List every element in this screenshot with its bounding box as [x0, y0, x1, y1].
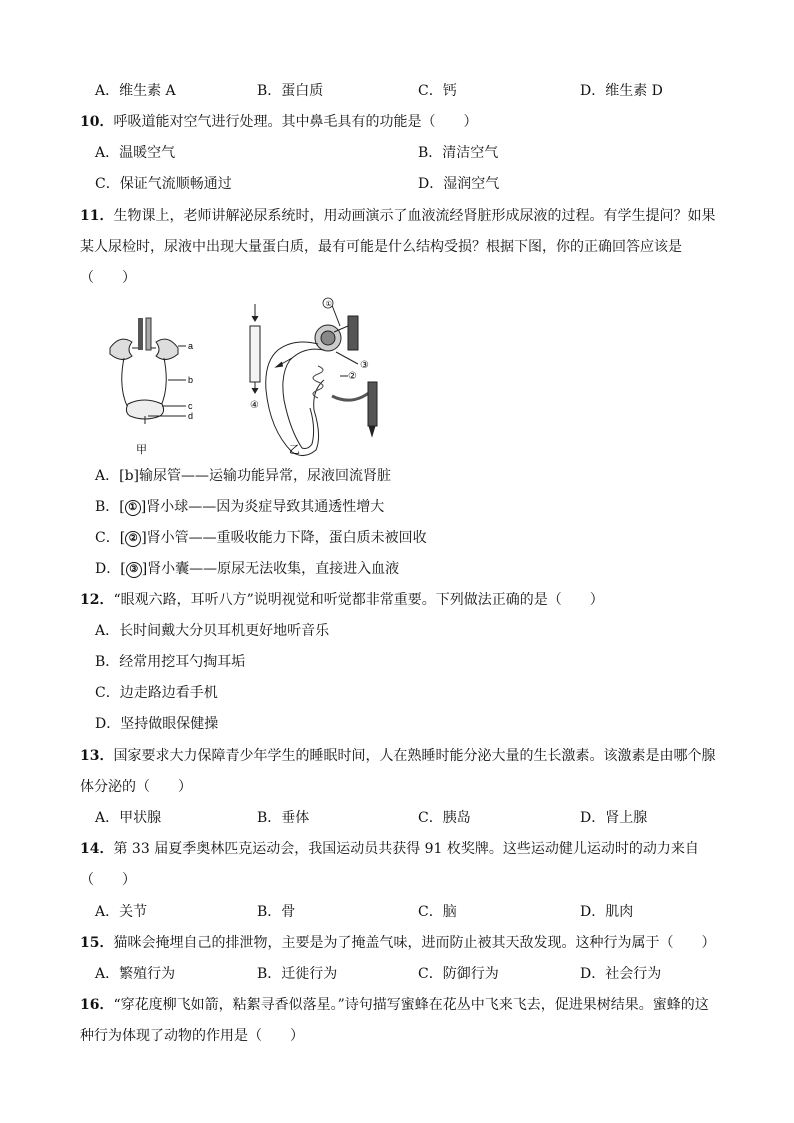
question-text: 呼吸道能对空气进行处理。其中鼻毛具有的功能是（ ）: [113, 114, 478, 130]
q12-option-a: A．长时间戴大分贝耳机更好地听音乐: [95, 623, 330, 639]
q10-option-a: A．温暖空气: [95, 145, 176, 161]
question-text: 第 33 届夏季奥林匹克运动会，我国运动员共获得 91 枚奖牌。这些运动健儿运动时的动力来自: [113, 841, 699, 857]
question-text: 生物课上，老师讲解泌尿系统时，用动画演示了血液流经肾脏形成尿液的过程。有学生提问？如果: [113, 208, 716, 224]
question-text: 猫咪会掩埋自己的排泄物，主要是为了掩盖气味，进而防止被其天敌发现。这种行为属于（ ）: [113, 935, 716, 951]
q11-stem-line3: （ ）: [80, 270, 136, 286]
q9-option-a: A．维生素 A: [95, 83, 176, 99]
q14-option-a: A．关节: [95, 904, 148, 920]
q12-option-b: B．经常用挖耳勺掏耳垢: [95, 654, 246, 670]
q15-option-c: C．防御行为: [418, 966, 499, 982]
q11-option-b: B．[ ① ]肾小球——因为炎症导致其通透性增大: [95, 499, 385, 515]
nephron-figure: [250, 300, 377, 456]
q14-option-d: D．肌肉: [580, 904, 634, 920]
label-d: d: [188, 411, 194, 421]
q15-stem: [80, 933, 715, 953]
q15-option-d: D．社会行为: [580, 966, 662, 982]
kidney-diagram: [96, 296, 396, 458]
q10-option-c: C．保证气流顺畅通过: [95, 176, 232, 192]
question-number: 10．: [80, 114, 114, 130]
label-c: c: [188, 401, 193, 411]
q11-option-a: A．[b]输尿管——运输功能异常，尿液回流肾脏: [95, 468, 391, 484]
q14-option-b: B．骨: [257, 904, 296, 920]
q13-option-b: B．垂体: [257, 810, 310, 826]
question-number: 14．: [80, 841, 114, 857]
q11-stem-line1: [80, 206, 715, 226]
q10-option-d: D．湿润空气: [418, 176, 500, 192]
q10-option-b: B．清洁空气: [418, 145, 499, 161]
q15-option-a: A．繁殖行为: [95, 966, 176, 982]
q9-option-c: C．钙: [418, 83, 457, 99]
label-b: b: [188, 375, 194, 385]
q13-stem-line1: [80, 746, 715, 766]
circled-number: ①: [125, 500, 141, 516]
q13-stem-line2: 体分泌的（ ）: [80, 779, 192, 795]
question-number: 12．: [80, 592, 114, 608]
q14-stem-line2: （ ）: [80, 872, 136, 888]
marker-1: ①: [325, 300, 332, 308]
marker-2: ②: [348, 371, 357, 382]
circled-number: ②: [125, 531, 141, 547]
q15-option-b: B．迁徙行为: [257, 966, 338, 982]
q16-stem-line1: [80, 995, 709, 1015]
marker-3: ③: [360, 360, 369, 371]
q13-option-c: C．胰岛: [418, 810, 471, 826]
q10-stem: [80, 112, 477, 132]
question-text: 国家要求大力保障青少年学生的睡眠时间，人在熟睡时能分泌大量的生长激素。该激素是由哪个腺: [113, 748, 716, 764]
q12-option-c: C．边走路边看手机: [95, 685, 218, 701]
caption-yi: 乙: [289, 443, 300, 456]
q16-stem-line2: 种行为体现了动物的作用是（ ）: [80, 1028, 304, 1044]
q11-option-c: C．[ ② ]肾小管——重吸收能力下降，蛋白质未被回收: [95, 530, 427, 546]
q12-stem: [80, 590, 604, 610]
label-a: a: [188, 341, 194, 351]
marker-4: ④: [250, 400, 259, 411]
q11-stem-line2: 某人尿检时，尿液中出现大量蛋白质，最有可能是什么结构受损？根据下图，你的正确回答应该是: [80, 239, 682, 255]
q13-option-a: A．甲状腺: [95, 810, 162, 826]
urinary-system-figure: [110, 318, 186, 424]
q14-option-c: C．脑: [418, 904, 457, 920]
caption-jia: 甲: [136, 443, 147, 456]
question-number: 16．: [80, 997, 114, 1013]
question-number: 11．: [80, 208, 114, 224]
q9-option-b: B．蛋白质: [257, 83, 324, 99]
q14-stem-line1: [80, 839, 699, 859]
question-number: 15．: [80, 935, 114, 951]
q11-option-d: D．[ ③ ]肾小囊——原尿无法收集，直接进入血液: [95, 561, 400, 577]
question-text: “眼观六路，耳听八方”说明视觉和听觉都非常重要。下列做法正确的是（ ）: [113, 592, 604, 608]
question-number: 13．: [80, 748, 114, 764]
q13-option-d: D．肾上腺: [580, 810, 648, 826]
question-text: “穿花度柳飞如箭，粘絮寻香似落星。”诗句描写蜜蜂在花丛中飞来飞去，促进果树结果。蜜蜂的这: [113, 997, 709, 1013]
q12-option-d: D．坚持做眼保健操: [95, 716, 219, 732]
circled-number: ③: [126, 562, 142, 578]
q9-option-d: D．维生素 D: [580, 83, 663, 99]
